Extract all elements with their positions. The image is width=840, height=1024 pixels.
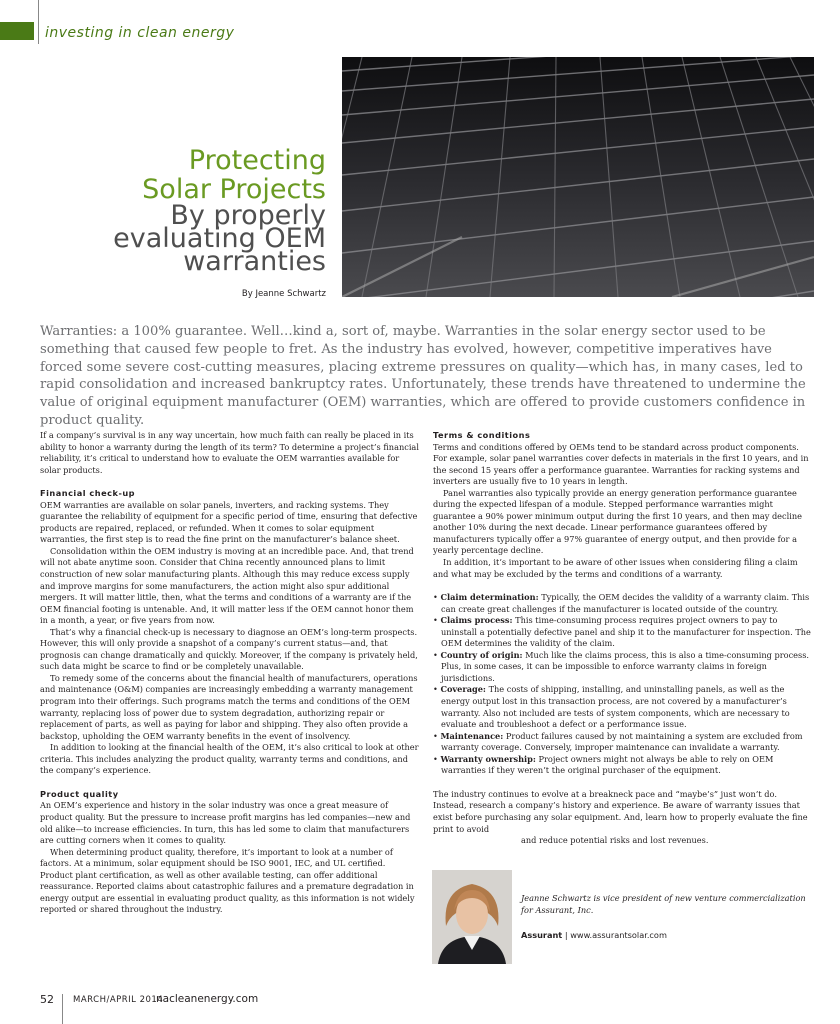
author-bio: Jeanne Schwartz is vice president of new venture commercialization for Assurant, Inc. — [521, 893, 806, 915]
list-item: • Country of origin: Much like the claims process, this is also a time-consuming process. Plus, in some cases, it can be impossible to enforce warranty claims in foreign jurisdictions. — [433, 649, 810, 683]
article-title-line: Solar Projects — [142, 174, 326, 205]
article-subtitle-line: evaluating OEM — [113, 223, 326, 254]
body-paragraph: An OEM’s experience and history in the solar industry was once a great measure of product quality. But the pressure to increase profit margins has led companies—new and old alike—to increase efficiencies. In turn, this has led some to claim that manufacturers are cutting corners when it comes to quality. — [40, 800, 411, 846]
list-item: • Claims process: This time-consuming process requires project owners to pay to uninstall a potentially defective panel and ship it to the manufacturer for inspection. The OEM determines the validity of the claim. — [433, 615, 811, 649]
exclusions-list — [433, 592, 813, 777]
section-color-tab — [0, 22, 34, 40]
list-item: • Maintenance: Product failures caused by not maintaining a system are excluded from warranty coverage. Conversely, improper maintenance can invalidate a warranty. — [433, 730, 803, 753]
article-subtitle-line: warranties — [183, 246, 326, 277]
body-paragraph: Terms and conditions offered by OEMs tend to be standard across product components. For example, solar panel warranties cover defects in materials in the first 10 years, and in the second 15 years offer a performance guarantee. Warranties for racking systems and inverters are usually five to 10 years in length. — [433, 441, 809, 487]
article-subtitle-line: By properly — [170, 200, 326, 231]
author-photo — [432, 870, 512, 964]
intro-paragraph: If a company’s survival is in any way uncertain, how much faith can really be placed in its ability to honor a warranty during the length of its term? To determine a project’s financial reliability, it’s critical to understand how to evaluate the OEM warranties available for solar products. — [40, 430, 419, 475]
solar-panel-photo — [342, 57, 814, 297]
body-paragraph: In addition to looking at the financial health of the OEM, it’s also critical to look at other criteria. This includes analyzing the product quality, warranty terms and conditions, and the company’s experience. — [40, 742, 419, 776]
body-paragraph: Consolidation within the OEM industry is moving at an incredible pace. And, that trend will not abate anytime soon. Consider that China recently announced plans to limit construction of new solar manufacturing plants. Although this may reduce excess supply and improve margins for some manufacturers, the action might also spur additional mergers. It will matter little, then, what the terms and conditions of a warranty are if the OEM financial footing is untenable. And, it will matter less if the OEM cannot honor them in a month, a year, or five years from now. — [40, 545, 414, 626]
section-heading: Financial check-up — [40, 488, 136, 499]
byline: By Jeanne Schwartz — [241, 289, 326, 299]
author-contact: Assurant | www.assurantsolar.com — [521, 930, 667, 940]
body-paragraph: That’s why a financial check-up is necessary to diagnose an OEM’s long-term prospects. However, this will only provide a snapshot of a company’s current status—and, that prognosis can change dramatically and quickly. Moreover, if the company is privately held, such data might be scarce to find or be completely unavailable. — [40, 626, 418, 672]
body-paragraph: Panel warranties also typically provide an energy generation performance guarantee during the expected lifespan of a module. Stepped performance warranties might guarantee a 90% power minimum output during the first 10 years, and then may decline another 10% during the next decade. Linear performance guarantees offered by manufacturers typically offer a 97% guarantee of energy output, and then provide for a yearly percentage decline. — [433, 487, 802, 556]
article-title-block — [113, 145, 326, 277]
right-column — [433, 430, 813, 847]
author-website: www.assurantsolar.com — [570, 930, 667, 940]
list-item: • Claim determination: Typically, the OEM decides the validity of a warranty claim. This can create great challenges if the manufacturer is located outside of the country. — [433, 592, 810, 614]
page-number: 52 — [40, 993, 54, 1006]
article-deck: Warranties: a 100% guarantee. Well…kind a, sort of, maybe. Warranties in the solar energy sector used to be something that caused few people to fret. As the industry has evolved, however, competitive imperatives have forced some severe cost-cutting measures, placing extreme pressures on quality—which has, in many cases, led to rapid consolidation and increased bankruptcy rates. Unfortunately, these trends have threatened to undermine the value of original equipment manufacturer (OEM) warranties, which are offered to provide customers confidence in product quality. — [40, 324, 806, 428]
section-label: investing in clean energy — [45, 25, 235, 41]
body-paragraph: In addition, it’s important to be aware of other issues when considering filing a claim and what may be excluded by the terms and conditions of a warranty. — [433, 557, 798, 579]
list-item: • Warranty ownership: Project owners might not always be able to rely on OEM warranties if they weren’t the original purchaser of the equipment. — [433, 753, 774, 776]
issue-date: MARCH/APRIL 2014 — [73, 995, 164, 1005]
left-column — [40, 430, 420, 916]
folio-divider — [62, 994, 63, 1024]
closing-paragraph: The industry continues to evolve at a breakneck pace and “maybe’s” just won’t do. Instead, research a company’s history and experience. Be aware of warranty issues that exist before purchasing any solar equipment. And, learn how to properly evaluate the fine print to avoid — [433, 788, 808, 834]
publication-website: nacleanenergy.com — [156, 993, 259, 1005]
section-heading: Terms & conditions — [433, 430, 531, 440]
body-paragraph: When determining product quality, therefore, it’s important to look at a number of factors. At a minimum, solar equipment should be ISO 9001, IEC, and UL certified. Product plant certification, as well as other available testing, can offer additional reassurance. Reported claims about catastrophic failures and a premature degradation in energy output are essential in evaluating product quality, as this information is not widely reported or shared throughout the industry. — [40, 846, 415, 915]
author-company: Assurant — [521, 930, 563, 940]
article-title-line: Protecting — [188, 145, 326, 176]
section-divider — [38, 0, 39, 44]
section-heading: Product quality — [40, 788, 119, 799]
closing-paragraph-end: and reduce potential risks and lost revenues. — [521, 835, 709, 846]
body-paragraph: OEM warranties are available on solar panels, inverters, and racking systems. They guarantee the reliability of equipment for a specific period of time, ensuring that defective products are repaired, replaced, or refunded. When it comes to solar equipment warranties, the first step is to read the fine print on the manufacturer’s balance sheet. — [40, 499, 418, 545]
body-paragraph: To remedy some of the concerns about the financial health of manufacturers, operations and maintenance (O&M) companies are increasingly embedding a warranty management program into their offerings. Such programs match the terms and conditions of the OEM warranty, replacing loss of power due to system degradation, authorizing repair or replacement of parts, as well as paying for labor and shipping. They also often provide a backstop, upholding the OEM warranty benefits in the event of insolvency. — [40, 672, 418, 741]
list-item: • Coverage: The costs of shipping, installing, and uninstalling panels, as well as the energy output lost in this transaction process, are not covered by a manufacturer’s warranty. Also not included are tests of system components, which are necessary to evaluate and troubleshoot a defect or a performance issue. — [433, 684, 790, 730]
